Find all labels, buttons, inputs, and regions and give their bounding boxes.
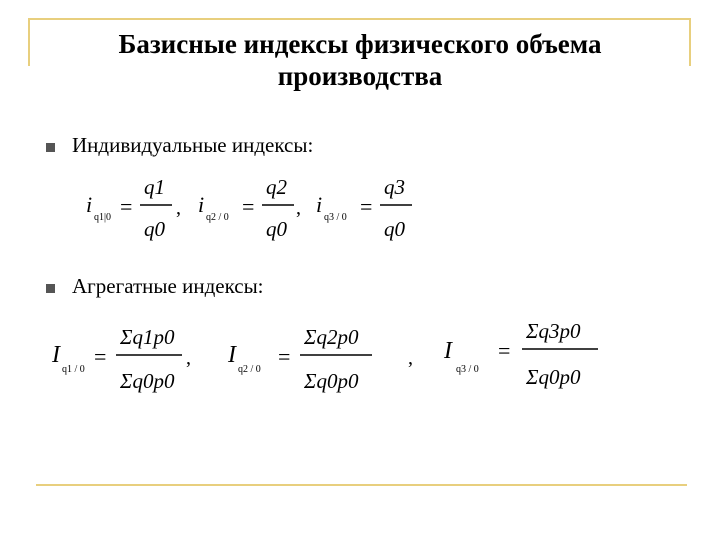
separator: , [186,347,191,369]
individual-indices-label: Индивидуальные индексы: [72,133,314,157]
equals-sign: = [278,344,291,369]
equals-sign: = [498,338,511,363]
index-symbol: i [86,192,93,217]
individual-index-q3 [316,175,412,241]
denominator: q0 [144,217,165,241]
separator: , [296,197,301,219]
index-symbol: I [52,342,60,368]
slide-title [40,28,680,92]
individual-index-q2 [198,175,301,241]
title-line-1: Базисные индексы физического объема [118,29,602,59]
index-subscript: q2 / 0 [206,212,229,223]
index-subscript: q1|0 [94,212,112,223]
denominator: q0 [266,217,287,241]
aggregate-indices-label: Агрегатные индексы: [72,274,264,298]
aggregate-indices-formula [46,312,646,400]
index-symbol: i [316,192,323,217]
numerator: Σq3p0 [526,319,581,343]
title-line-2: производства [277,61,443,91]
aggregate-index-q2 [227,325,413,393]
denominator: Σq0p0 [526,365,581,389]
aggregate-index-q3 [443,319,598,389]
separator: , [408,347,413,369]
separator: , [176,197,181,219]
bullet-icon [46,143,55,152]
numerator: q1 [144,175,165,199]
equals-sign: = [360,194,373,219]
equals-sign: = [242,194,255,219]
bullet-icon [46,284,55,293]
frame-bottom-line [36,484,687,486]
denominator: Σq0p0 [120,369,175,393]
equals-sign: = [94,344,107,369]
frame-top-line [28,18,691,20]
individual-index-q1 [86,175,181,241]
numerator: q2 [266,175,287,199]
denominator: q0 [384,217,405,241]
numerator: q3 [384,175,405,199]
index-symbol: I [444,338,452,364]
index-symbol: i [198,192,205,217]
index-symbol: I [228,342,236,368]
numerator: Σq2p0 [304,325,359,349]
index-subscript: q3 / 0 [324,212,347,223]
frame-left-line [28,18,30,66]
numerator: Σq1p0 [120,325,175,349]
index-subscript: q2 / 0 [238,364,261,375]
denominator: Σq0p0 [304,369,359,393]
equals-sign: = [120,194,133,219]
individual-indices-formula [80,172,430,242]
index-subscript: q3 / 0 [456,364,479,375]
index-subscript: q1 / 0 [62,364,85,375]
aggregate-index-q1 [51,325,191,393]
frame-right-line [689,18,691,66]
